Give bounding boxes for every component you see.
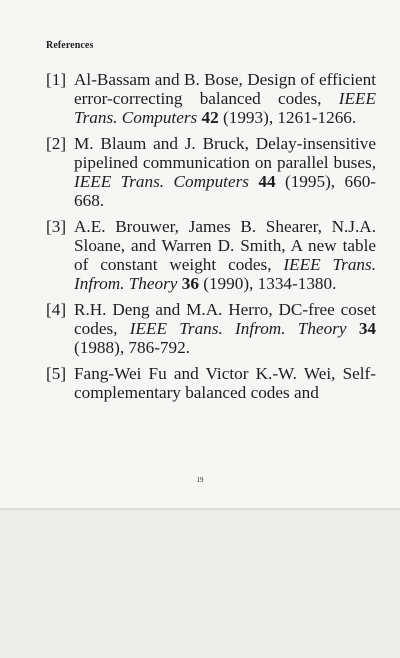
reference-segment: R.H. Deng and M.A. Herro, DC-free coset codes, [74,300,376,338]
reference-segment: A.E. Brouwer, James B. Shearer, N.J.A. Sloane, and Warren D. Smith, A new table of constant weight codes, [74,217,376,274]
reference-segment: Al-Bassam and B. Bose, Design of efficient error-correcting balanced codes, [74,70,376,108]
reference-text [74,70,376,127]
blank-background-area [0,510,400,658]
reference-item [46,70,376,127]
reference-number: [4] [46,300,67,319]
reference-number: [3] [46,217,67,236]
volume-number: 36 [181,274,199,293]
reference-segment [249,172,258,191]
reference-number: [5] [46,364,67,383]
reference-item [46,134,376,210]
journal-title: IEEE Trans. Infrom. Theory [74,255,376,293]
reference-segment: (1995), 660-668. [74,172,377,210]
reference-text [74,134,376,210]
reference-number: [1] [46,70,67,89]
journal-title: IEEE Trans. Computers [74,89,376,127]
page-number: 19 [196,476,204,484]
reference-item [46,217,376,293]
volume-number: 42 [201,108,219,127]
journal-title: IEEE Trans. Computers [74,172,249,191]
reference-list [46,70,376,409]
reference-text [74,217,376,293]
reference-segment: M. Blaum and J. Bruck, Delay-insensitive pipelined communication on parallel buses, [74,134,376,172]
reference-item [46,300,376,357]
reference-segment: Fang-Wei Fu and Victor K.-W. Wei, Self-complementary balanced codes and [74,364,376,402]
journal-title: IEEE Trans. Infrom. Theory [129,319,347,338]
section-header: References [46,40,94,51]
reference-segment: (1993), 1261-1266. [218,108,357,127]
reference-segment: (1988), 786-792. [74,338,190,357]
reference-segment [347,319,359,338]
volume-number: 34 [358,319,376,338]
reference-text [74,300,376,357]
reference-segment: (1990), 1334-1380. [198,274,337,293]
reference-text [74,364,376,402]
volume-number: 44 [258,172,276,191]
reference-number: [2] [46,134,67,153]
reference-item [46,364,376,402]
